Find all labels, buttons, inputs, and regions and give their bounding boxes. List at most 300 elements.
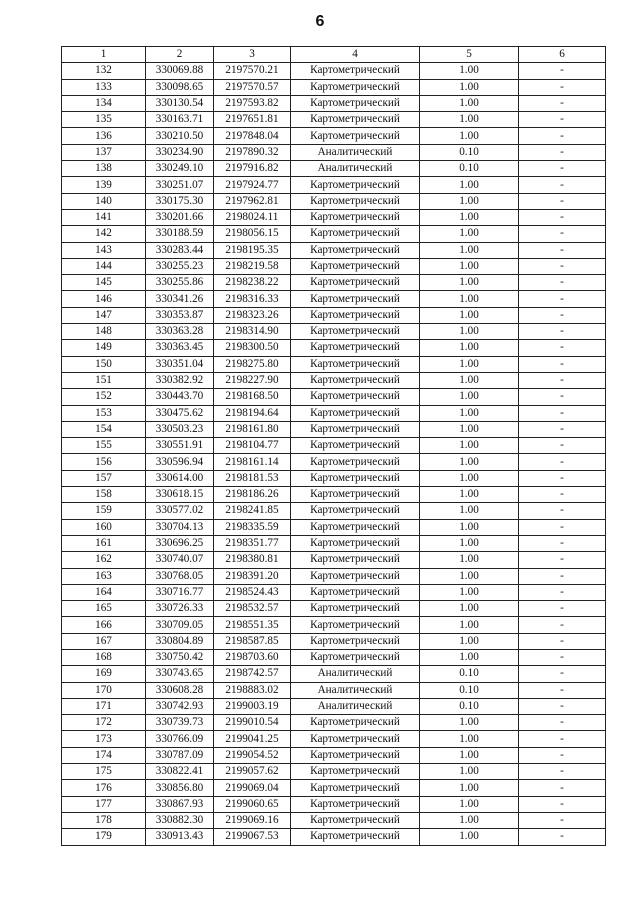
- cell-point-number: 144: [62, 258, 146, 274]
- table-row: [62, 356, 606, 372]
- cell-x-coordinate: 330704.13: [146, 519, 214, 535]
- cell-method: Картометрический: [291, 275, 420, 291]
- cell-method: Картометрический: [291, 649, 420, 665]
- cell-x-coordinate: 330766.09: [146, 731, 214, 747]
- cell-point-number: 177: [62, 796, 146, 812]
- cell-note: -: [519, 63, 606, 79]
- cell-x-coordinate: 330618.15: [146, 487, 214, 503]
- cell-method: Картометрический: [291, 780, 420, 796]
- cell-accuracy: 1.00: [420, 112, 519, 128]
- table-row: [62, 617, 606, 633]
- cell-y-coordinate: 2198275.80: [214, 356, 291, 372]
- cell-point-number: 152: [62, 389, 146, 405]
- table-row: [62, 812, 606, 828]
- header-cell-6: 6: [519, 47, 606, 63]
- cell-method: Картометрический: [291, 715, 420, 731]
- cell-accuracy: 1.00: [420, 340, 519, 356]
- cell-accuracy: 1.00: [420, 649, 519, 665]
- cell-method: Картометрический: [291, 470, 420, 486]
- cell-accuracy: 1.00: [420, 389, 519, 405]
- table-row: [62, 519, 606, 535]
- table-row: [62, 128, 606, 144]
- cell-point-number: 147: [62, 307, 146, 323]
- table-row: [62, 79, 606, 95]
- table-row: [62, 193, 606, 209]
- cell-y-coordinate: 2197924.77: [214, 177, 291, 193]
- cell-y-coordinate: 2198056.15: [214, 226, 291, 242]
- table-row: [62, 242, 606, 258]
- table-row: [62, 601, 606, 617]
- cell-method: Картометрический: [291, 324, 420, 340]
- table-row: [62, 291, 606, 307]
- cell-method: Картометрический: [291, 747, 420, 763]
- cell-accuracy: 1.00: [420, 95, 519, 111]
- table-row: [62, 389, 606, 405]
- cell-accuracy: 1.00: [420, 747, 519, 763]
- table-row: [62, 340, 606, 356]
- cell-accuracy: 0.10: [420, 682, 519, 698]
- table-row: [62, 258, 606, 274]
- cell-note: -: [519, 438, 606, 454]
- cell-note: -: [519, 552, 606, 568]
- cell-y-coordinate: 2198238.22: [214, 275, 291, 291]
- cell-note: -: [519, 79, 606, 95]
- cell-point-number: 168: [62, 649, 146, 665]
- table-row: [62, 95, 606, 111]
- cell-method: Картометрический: [291, 487, 420, 503]
- cell-note: -: [519, 144, 606, 160]
- cell-y-coordinate: 2198316.33: [214, 291, 291, 307]
- cell-point-number: 170: [62, 682, 146, 698]
- cell-method: Картометрический: [291, 454, 420, 470]
- cell-accuracy: 1.00: [420, 307, 519, 323]
- cell-point-number: 135: [62, 112, 146, 128]
- cell-point-number: 164: [62, 584, 146, 600]
- cell-point-number: 142: [62, 226, 146, 242]
- cell-note: -: [519, 829, 606, 845]
- cell-accuracy: 1.00: [420, 764, 519, 780]
- cell-method: Картометрический: [291, 764, 420, 780]
- cell-point-number: 172: [62, 715, 146, 731]
- cell-accuracy: 1.00: [420, 226, 519, 242]
- cell-note: -: [519, 633, 606, 649]
- cell-method: Картометрический: [291, 568, 420, 584]
- cell-method: Картометрический: [291, 128, 420, 144]
- table-row: [62, 503, 606, 519]
- cell-y-coordinate: 2198587.85: [214, 633, 291, 649]
- table-row: [62, 438, 606, 454]
- cell-note: -: [519, 112, 606, 128]
- cell-y-coordinate: 2199041.25: [214, 731, 291, 747]
- cell-y-coordinate: 2197570.57: [214, 79, 291, 95]
- cell-note: -: [519, 487, 606, 503]
- cell-method: Картометрический: [291, 552, 420, 568]
- cell-method: Картометрический: [291, 601, 420, 617]
- table-row: [62, 666, 606, 682]
- cell-x-coordinate: 330577.02: [146, 503, 214, 519]
- cell-method: Аналитический: [291, 698, 420, 714]
- cell-method: Картометрический: [291, 438, 420, 454]
- cell-note: -: [519, 666, 606, 682]
- cell-x-coordinate: 330249.10: [146, 161, 214, 177]
- cell-x-coordinate: 330750.42: [146, 649, 214, 665]
- cell-y-coordinate: 2198323.26: [214, 307, 291, 323]
- cell-y-coordinate: 2199069.04: [214, 780, 291, 796]
- cell-note: -: [519, 275, 606, 291]
- page-number: 6: [315, 13, 325, 30]
- cell-accuracy: 1.00: [420, 568, 519, 584]
- cell-accuracy: 1.00: [420, 405, 519, 421]
- cell-method: Картометрический: [291, 356, 420, 372]
- cell-accuracy: 1.00: [420, 731, 519, 747]
- cell-method: Картометрический: [291, 226, 420, 242]
- cell-point-number: 165: [62, 601, 146, 617]
- table-row: [62, 487, 606, 503]
- cell-note: -: [519, 780, 606, 796]
- cell-accuracy: 1.00: [420, 503, 519, 519]
- cell-point-number: 169: [62, 666, 146, 682]
- cell-accuracy: 1.00: [420, 454, 519, 470]
- table-body: [62, 63, 606, 845]
- cell-point-number: 145: [62, 275, 146, 291]
- cell-x-coordinate: 330740.07: [146, 552, 214, 568]
- table-row: [62, 209, 606, 225]
- cell-accuracy: 1.00: [420, 535, 519, 551]
- cell-x-coordinate: 330251.07: [146, 177, 214, 193]
- cell-note: -: [519, 601, 606, 617]
- cell-point-number: 155: [62, 438, 146, 454]
- cell-x-coordinate: 330175.30: [146, 193, 214, 209]
- cell-accuracy: 1.00: [420, 715, 519, 731]
- cell-point-number: 178: [62, 812, 146, 828]
- cell-note: -: [519, 307, 606, 323]
- cell-x-coordinate: 330163.71: [146, 112, 214, 128]
- cell-y-coordinate: 2197962.81: [214, 193, 291, 209]
- table-row: [62, 747, 606, 763]
- cell-method: Аналитический: [291, 144, 420, 160]
- cell-point-number: 167: [62, 633, 146, 649]
- cell-y-coordinate: 2198314.90: [214, 324, 291, 340]
- table-row: [62, 324, 606, 340]
- cell-y-coordinate: 2198168.50: [214, 389, 291, 405]
- cell-method: Картометрический: [291, 258, 420, 274]
- cell-y-coordinate: 2198391.20: [214, 568, 291, 584]
- cell-y-coordinate: 2197593.82: [214, 95, 291, 111]
- cell-y-coordinate: 2198524.43: [214, 584, 291, 600]
- cell-note: -: [519, 372, 606, 388]
- cell-point-number: 149: [62, 340, 146, 356]
- cell-x-coordinate: 330787.09: [146, 747, 214, 763]
- cell-point-number: 161: [62, 535, 146, 551]
- table-row: [62, 226, 606, 242]
- cell-x-coordinate: 330503.23: [146, 421, 214, 437]
- cell-note: -: [519, 193, 606, 209]
- cell-method: Картометрический: [291, 796, 420, 812]
- table-row: [62, 112, 606, 128]
- cell-note: -: [519, 389, 606, 405]
- cell-x-coordinate: 330382.92: [146, 372, 214, 388]
- cell-point-number: 139: [62, 177, 146, 193]
- cell-note: -: [519, 731, 606, 747]
- cell-y-coordinate: 2198186.26: [214, 487, 291, 503]
- cell-method: Картометрический: [291, 812, 420, 828]
- cell-y-coordinate: 2199003.19: [214, 698, 291, 714]
- cell-accuracy: 1.00: [420, 421, 519, 437]
- cell-method: Картометрический: [291, 829, 420, 845]
- cell-note: -: [519, 682, 606, 698]
- cell-method: Картометрический: [291, 95, 420, 111]
- cell-x-coordinate: 330201.66: [146, 209, 214, 225]
- cell-x-coordinate: 330614.00: [146, 470, 214, 486]
- cell-method: Картометрический: [291, 193, 420, 209]
- cell-accuracy: 1.00: [420, 128, 519, 144]
- table-row: [62, 829, 606, 845]
- cell-note: -: [519, 454, 606, 470]
- cell-x-coordinate: 330882.30: [146, 812, 214, 828]
- cell-accuracy: 1.00: [420, 796, 519, 812]
- cell-x-coordinate: 330255.23: [146, 258, 214, 274]
- cell-y-coordinate: 2197890.32: [214, 144, 291, 160]
- cell-accuracy: 1.00: [420, 584, 519, 600]
- cell-accuracy: 0.10: [420, 144, 519, 160]
- cell-x-coordinate: 330283.44: [146, 242, 214, 258]
- cell-y-coordinate: 2198161.14: [214, 454, 291, 470]
- cell-point-number: 153: [62, 405, 146, 421]
- cell-note: -: [519, 161, 606, 177]
- cell-accuracy: 0.10: [420, 666, 519, 682]
- cell-accuracy: 1.00: [420, 552, 519, 568]
- cell-x-coordinate: 330804.89: [146, 633, 214, 649]
- cell-method: Картометрический: [291, 584, 420, 600]
- cell-point-number: 162: [62, 552, 146, 568]
- cell-method: Картометрический: [291, 291, 420, 307]
- cell-x-coordinate: 330069.88: [146, 63, 214, 79]
- cell-method: Картометрический: [291, 421, 420, 437]
- cell-point-number: 151: [62, 372, 146, 388]
- cell-y-coordinate: 2198104.77: [214, 438, 291, 454]
- cell-x-coordinate: 330188.59: [146, 226, 214, 242]
- cell-point-number: 146: [62, 291, 146, 307]
- cell-point-number: 176: [62, 780, 146, 796]
- cell-x-coordinate: 330130.54: [146, 95, 214, 111]
- cell-note: -: [519, 95, 606, 111]
- cell-accuracy: 1.00: [420, 258, 519, 274]
- cell-accuracy: 1.00: [420, 487, 519, 503]
- cell-y-coordinate: 2198161.80: [214, 421, 291, 437]
- cell-point-number: 132: [62, 63, 146, 79]
- cell-x-coordinate: 330443.70: [146, 389, 214, 405]
- cell-y-coordinate: 2198024.11: [214, 209, 291, 225]
- cell-x-coordinate: 330716.77: [146, 584, 214, 600]
- cell-x-coordinate: 330696.25: [146, 535, 214, 551]
- cell-x-coordinate: 330822.41: [146, 764, 214, 780]
- cell-y-coordinate: 2197651.81: [214, 112, 291, 128]
- cell-accuracy: 1.00: [420, 242, 519, 258]
- cell-point-number: 148: [62, 324, 146, 340]
- cell-x-coordinate: 330743.65: [146, 666, 214, 682]
- table-row: [62, 144, 606, 160]
- cell-method: Картометрический: [291, 63, 420, 79]
- cell-point-number: 156: [62, 454, 146, 470]
- cell-x-coordinate: 330341.26: [146, 291, 214, 307]
- cell-note: -: [519, 812, 606, 828]
- coordinates-table: [61, 46, 606, 846]
- cell-method: Картометрический: [291, 242, 420, 258]
- cell-note: -: [519, 584, 606, 600]
- cell-accuracy: 1.00: [420, 470, 519, 486]
- cell-x-coordinate: 330856.80: [146, 780, 214, 796]
- cell-y-coordinate: 2198883.02: [214, 682, 291, 698]
- cell-method: Картометрический: [291, 112, 420, 128]
- cell-method: Картометрический: [291, 731, 420, 747]
- table-row: [62, 177, 606, 193]
- cell-note: -: [519, 617, 606, 633]
- cell-x-coordinate: 330867.93: [146, 796, 214, 812]
- table-row: [62, 584, 606, 600]
- table-row: [62, 421, 606, 437]
- cell-x-coordinate: 330098.65: [146, 79, 214, 95]
- cell-y-coordinate: 2198194.64: [214, 405, 291, 421]
- cell-y-coordinate: 2198195.35: [214, 242, 291, 258]
- header-cell-2: 2: [146, 47, 214, 63]
- cell-x-coordinate: 330739.73: [146, 715, 214, 731]
- cell-note: -: [519, 535, 606, 551]
- cell-point-number: 137: [62, 144, 146, 160]
- cell-method: Аналитический: [291, 161, 420, 177]
- cell-method: Картометрический: [291, 307, 420, 323]
- cell-x-coordinate: 330596.94: [146, 454, 214, 470]
- cell-point-number: 160: [62, 519, 146, 535]
- cell-accuracy: 1.00: [420, 780, 519, 796]
- table-row: [62, 764, 606, 780]
- cell-y-coordinate: 2199060.65: [214, 796, 291, 812]
- table-row: [62, 372, 606, 388]
- cell-point-number: 133: [62, 79, 146, 95]
- table-row: [62, 275, 606, 291]
- cell-method: Картометрический: [291, 405, 420, 421]
- cell-point-number: 150: [62, 356, 146, 372]
- table-row: [62, 649, 606, 665]
- cell-method: Картометрический: [291, 79, 420, 95]
- cell-y-coordinate: 2199069.16: [214, 812, 291, 828]
- cell-method: Картометрический: [291, 389, 420, 405]
- cell-point-number: 134: [62, 95, 146, 111]
- table-row: [62, 405, 606, 421]
- table-row: [62, 633, 606, 649]
- cell-y-coordinate: 2198219.58: [214, 258, 291, 274]
- cell-accuracy: 1.00: [420, 372, 519, 388]
- cell-y-coordinate: 2198300.50: [214, 340, 291, 356]
- cell-y-coordinate: 2197570.21: [214, 63, 291, 79]
- cell-y-coordinate: 2198241.85: [214, 503, 291, 519]
- cell-accuracy: 1.00: [420, 193, 519, 209]
- table-row: [62, 454, 606, 470]
- cell-y-coordinate: 2199054.52: [214, 747, 291, 763]
- header-cell-4: 4: [291, 47, 420, 63]
- cell-accuracy: 1.00: [420, 601, 519, 617]
- cell-y-coordinate: 2199067.53: [214, 829, 291, 845]
- table-row: [62, 535, 606, 551]
- cell-y-coordinate: 2197848.04: [214, 128, 291, 144]
- cell-accuracy: 1.00: [420, 633, 519, 649]
- cell-point-number: 174: [62, 747, 146, 763]
- cell-note: -: [519, 226, 606, 242]
- cell-point-number: 138: [62, 161, 146, 177]
- header-cell-1: 1: [62, 47, 146, 63]
- cell-x-coordinate: 330768.05: [146, 568, 214, 584]
- cell-accuracy: 1.00: [420, 812, 519, 828]
- cell-x-coordinate: 330210.50: [146, 128, 214, 144]
- header-row: [62, 47, 606, 63]
- cell-y-coordinate: 2198551.35: [214, 617, 291, 633]
- cell-y-coordinate: 2198380.81: [214, 552, 291, 568]
- cell-note: -: [519, 291, 606, 307]
- cell-note: -: [519, 796, 606, 812]
- cell-accuracy: 1.00: [420, 356, 519, 372]
- cell-point-number: 166: [62, 617, 146, 633]
- cell-note: -: [519, 340, 606, 356]
- cell-note: -: [519, 128, 606, 144]
- cell-point-number: 171: [62, 698, 146, 714]
- cell-note: -: [519, 356, 606, 372]
- table-row: [62, 307, 606, 323]
- header-cell-3: 3: [214, 47, 291, 63]
- cell-x-coordinate: 330913.43: [146, 829, 214, 845]
- cell-accuracy: 1.00: [420, 177, 519, 193]
- cell-method: Картометрический: [291, 209, 420, 225]
- cell-x-coordinate: 330353.87: [146, 307, 214, 323]
- cell-x-coordinate: 330726.33: [146, 601, 214, 617]
- cell-x-coordinate: 330351.04: [146, 356, 214, 372]
- cell-method: Картометрический: [291, 535, 420, 551]
- cell-accuracy: 1.00: [420, 617, 519, 633]
- cell-note: -: [519, 421, 606, 437]
- cell-accuracy: 1.00: [420, 63, 519, 79]
- table-row: [62, 731, 606, 747]
- cell-x-coordinate: 330255.86: [146, 275, 214, 291]
- table-row: [62, 682, 606, 698]
- table-row: [62, 780, 606, 796]
- cell-point-number: 140: [62, 193, 146, 209]
- cell-x-coordinate: 330608.28: [146, 682, 214, 698]
- cell-point-number: 154: [62, 421, 146, 437]
- cell-method: Картометрический: [291, 633, 420, 649]
- cell-accuracy: 1.00: [420, 324, 519, 340]
- cell-accuracy: 0.10: [420, 161, 519, 177]
- cell-note: -: [519, 405, 606, 421]
- cell-y-coordinate: 2199010.54: [214, 715, 291, 731]
- cell-point-number: 141: [62, 209, 146, 225]
- cell-point-number: 136: [62, 128, 146, 144]
- cell-x-coordinate: 330234.90: [146, 144, 214, 160]
- table-row: [62, 568, 606, 584]
- cell-accuracy: 1.00: [420, 275, 519, 291]
- cell-y-coordinate: 2198742.57: [214, 666, 291, 682]
- cell-method: Картометрический: [291, 340, 420, 356]
- header-cell-5: 5: [420, 47, 519, 63]
- cell-note: -: [519, 649, 606, 665]
- cell-note: -: [519, 324, 606, 340]
- cell-method: Аналитический: [291, 682, 420, 698]
- cell-note: -: [519, 258, 606, 274]
- cell-method: Картометрический: [291, 617, 420, 633]
- cell-method: Картометрический: [291, 519, 420, 535]
- cell-y-coordinate: 2197916.82: [214, 161, 291, 177]
- table-row: [62, 715, 606, 731]
- cell-note: -: [519, 568, 606, 584]
- cell-y-coordinate: 2198227.90: [214, 372, 291, 388]
- table-row: [62, 698, 606, 714]
